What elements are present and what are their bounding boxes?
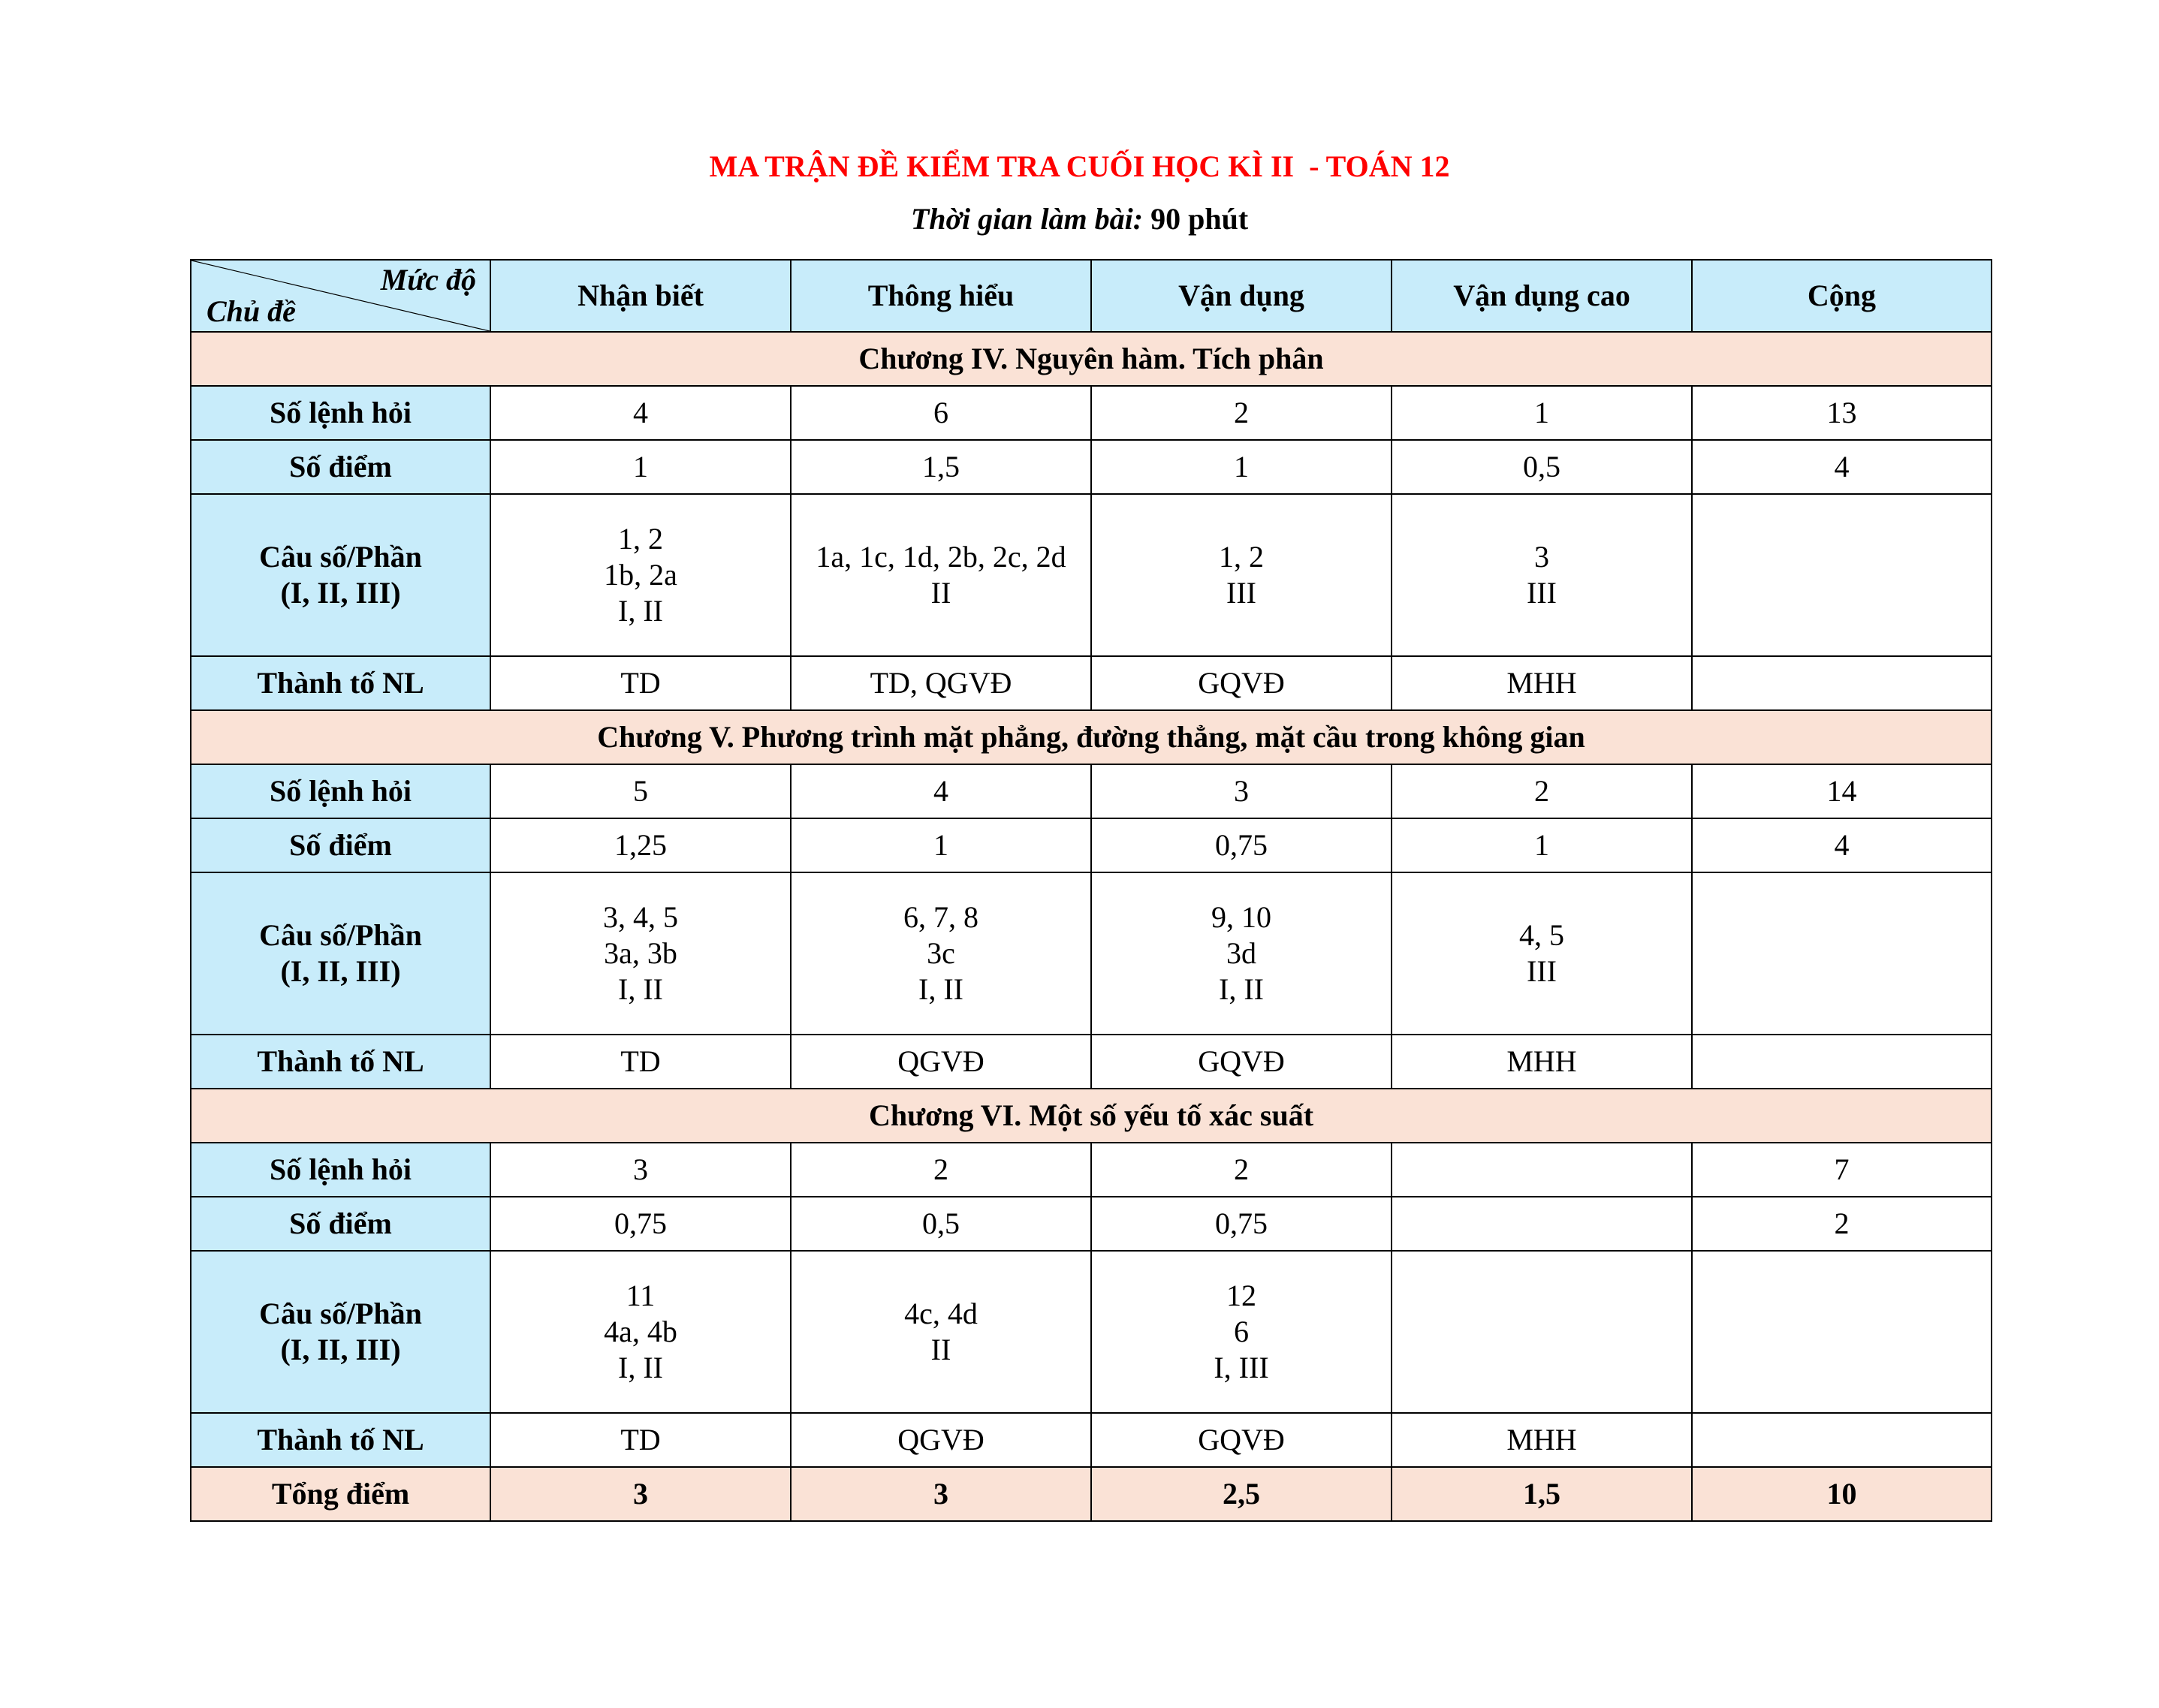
- competency-cell: [1692, 1035, 1992, 1089]
- column-header: Vận dụng: [1091, 260, 1392, 332]
- question-count-cell: 3: [490, 1143, 791, 1197]
- competency-cell: MHH: [1392, 1413, 1692, 1467]
- total-value-cell: 2,5: [1091, 1467, 1392, 1521]
- column-header: Cộng: [1692, 260, 1992, 332]
- row-label-line: Câu số/Phần: [259, 540, 422, 574]
- question-parts-cell: [1692, 872, 1992, 1035]
- question-count-cell: 4: [490, 386, 791, 440]
- question-parts-cell: [1091, 1251, 1392, 1413]
- question-parts-line: III: [1527, 954, 1557, 988]
- points-cell: 1: [490, 440, 791, 494]
- competency-cell: MHH: [1392, 656, 1692, 710]
- question-parts-line: 1, 2: [1219, 540, 1264, 574]
- question-parts-line: I, II: [918, 972, 963, 1006]
- row-label-line: (I, II, III): [280, 1333, 401, 1366]
- row-label-line: Câu số/Phần: [259, 918, 422, 952]
- points-cell: 0,75: [1091, 1197, 1392, 1251]
- question-count-cell: 5: [490, 764, 791, 818]
- question-parts-line: I, II: [618, 972, 663, 1006]
- question-parts-line: 1b, 2a: [604, 558, 677, 592]
- question-parts-line: 6, 7, 8: [903, 900, 978, 934]
- row-label: Số lệnh hỏi: [191, 764, 490, 818]
- row-label: Số lệnh hỏi: [191, 386, 490, 440]
- question-count-cell: 2: [1091, 1143, 1392, 1197]
- question-count-cell: [1392, 1143, 1692, 1197]
- question-parts-cell: [1692, 1251, 1992, 1413]
- questions-row: [191, 386, 1992, 440]
- questions-row: [191, 1143, 1992, 1197]
- question-count-cell: 2: [1091, 386, 1392, 440]
- question-parts-row: [191, 494, 1992, 656]
- points-cell: 1: [1392, 818, 1692, 872]
- question-count-cell: 4: [791, 764, 1091, 818]
- row-label: [191, 872, 490, 1035]
- points-cell: 1,5: [791, 440, 1091, 494]
- competency-cell: [1692, 1413, 1992, 1467]
- matrix-body: [191, 260, 1992, 1521]
- competency-cell: [1692, 656, 1992, 710]
- points-cell: 4: [1692, 818, 1992, 872]
- duration-line: [0, 201, 2159, 236]
- question-parts-cell: [1392, 872, 1692, 1035]
- chapter-title-row: [191, 1089, 1992, 1143]
- competency-row: [191, 656, 1992, 710]
- question-parts-line: 1a, 1c, 1d, 2b, 2c, 2d: [816, 540, 1066, 574]
- question-parts-line: III: [1527, 576, 1557, 610]
- competency-cell: QGVĐ: [791, 1035, 1091, 1089]
- question-parts-line: 3a, 3b: [604, 936, 677, 970]
- chapter-title-row: [191, 710, 1992, 764]
- question-parts-line: 3c: [927, 936, 955, 970]
- chapter-title-row: [191, 332, 1992, 386]
- question-parts-line: III: [1226, 576, 1256, 610]
- total-row: [191, 1467, 1992, 1521]
- question-parts-line: 4c, 4d: [904, 1297, 978, 1330]
- row-label-line: Câu số/Phần: [259, 1297, 422, 1330]
- question-parts-cell: [1091, 494, 1392, 656]
- competency-row: [191, 1413, 1992, 1467]
- competency-cell: TD: [490, 1413, 791, 1467]
- corner-level-label: Mức độ: [380, 263, 476, 297]
- total-value-cell: 10: [1692, 1467, 1992, 1521]
- question-parts-line: I, II: [1219, 972, 1264, 1006]
- points-cell: 2: [1692, 1197, 1992, 1251]
- points-cell: [1392, 1197, 1692, 1251]
- points-cell: 0,75: [1091, 818, 1392, 872]
- question-parts-cell: [791, 872, 1091, 1035]
- question-parts-cell: [1392, 1251, 1692, 1413]
- question-count-cell: 6: [791, 386, 1091, 440]
- total-value-cell: 1,5: [1392, 1467, 1692, 1521]
- question-parts-cell: [1091, 872, 1392, 1035]
- row-label: [191, 1251, 490, 1413]
- row-label: Thành tố NL: [191, 1035, 490, 1089]
- question-parts-cell: [1392, 494, 1692, 656]
- total-value-cell: 3: [791, 1467, 1091, 1521]
- row-label: Thành tố NL: [191, 656, 490, 710]
- competency-cell: TD: [490, 1035, 791, 1089]
- assessment-matrix-table: [190, 259, 1992, 1522]
- row-label: Số điểm: [191, 440, 490, 494]
- corner-cell: [191, 260, 490, 332]
- question-parts-line: 4a, 4b: [604, 1315, 677, 1348]
- competency-cell: TD: [490, 656, 791, 710]
- row-label-line: (I, II, III): [280, 954, 401, 988]
- points-row: [191, 1197, 1992, 1251]
- total-label: Tổng điểm: [191, 1467, 490, 1521]
- competency-cell: GQVĐ: [1091, 1035, 1392, 1089]
- question-parts-line: 6: [1234, 1315, 1249, 1348]
- points-cell: 0,5: [791, 1197, 1091, 1251]
- question-count-cell: 13: [1692, 386, 1992, 440]
- corner-topic-label: Chủ đề: [207, 294, 296, 328]
- column-header: Nhận biết: [490, 260, 791, 332]
- points-row: [191, 818, 1992, 872]
- question-parts-cell: [490, 494, 791, 656]
- question-parts-line: 1, 2: [618, 522, 663, 556]
- chapter-title: Chương V. Phương trình mặt phẳng, đường thẳng, mặt cầu trong không gian: [191, 710, 1992, 764]
- question-parts-cell: [791, 1251, 1091, 1413]
- question-parts-line: 9, 10: [1211, 900, 1271, 934]
- competency-cell: QGVĐ: [791, 1413, 1091, 1467]
- duration-label: Thời gian làm bài:: [910, 202, 1144, 236]
- question-count-cell: 14: [1692, 764, 1992, 818]
- competency-cell: GQVĐ: [1091, 1413, 1392, 1467]
- chapter-title: Chương VI. Một số yếu tố xác suất: [191, 1089, 1992, 1143]
- row-label: Số điểm: [191, 1197, 490, 1251]
- row-label: Số điểm: [191, 818, 490, 872]
- row-label: Thành tố NL: [191, 1413, 490, 1467]
- question-count-cell: 2: [791, 1143, 1091, 1197]
- question-parts-cell: [490, 1251, 791, 1413]
- row-label: [191, 494, 490, 656]
- question-parts-row: [191, 1251, 1992, 1413]
- points-cell: 0,75: [490, 1197, 791, 1251]
- question-parts-line: 3: [1534, 540, 1549, 574]
- chapter-title: Chương IV. Nguyên hàm. Tích phân: [191, 332, 1992, 386]
- points-cell: 1: [1091, 440, 1392, 494]
- points-row: [191, 440, 1992, 494]
- question-parts-line: I, III: [1214, 1351, 1269, 1384]
- question-count-cell: 7: [1692, 1143, 1992, 1197]
- question-parts-line: II: [930, 1333, 951, 1366]
- question-parts-line: 11: [626, 1279, 656, 1312]
- question-parts-line: 12: [1226, 1279, 1256, 1312]
- duration-value: 90 phút: [1150, 202, 1249, 236]
- competency-cell: GQVĐ: [1091, 656, 1392, 710]
- question-count-cell: 1: [1392, 386, 1692, 440]
- row-label: Số lệnh hỏi: [191, 1143, 490, 1197]
- points-cell: 1: [791, 818, 1091, 872]
- column-header: Vận dụng cao: [1392, 260, 1692, 332]
- column-header: Thông hiểu: [791, 260, 1091, 332]
- competency-cell: MHH: [1392, 1035, 1692, 1089]
- points-cell: 1,25: [490, 818, 791, 872]
- competency-row: [191, 1035, 1992, 1089]
- question-count-cell: 3: [1091, 764, 1392, 818]
- points-cell: 0,5: [1392, 440, 1692, 494]
- question-parts-row: [191, 872, 1992, 1035]
- total-value-cell: 3: [490, 1467, 791, 1521]
- question-count-cell: 2: [1392, 764, 1692, 818]
- question-parts-line: 3, 4, 5: [603, 900, 678, 934]
- points-cell: 4: [1692, 440, 1992, 494]
- question-parts-line: I, II: [618, 1351, 663, 1384]
- question-parts-line: I, II: [618, 594, 663, 628]
- question-parts-cell: [1692, 494, 1992, 656]
- document-title: MA TRẬN ĐỀ KIỂM TRA CUỐI HỌC KÌ II - TOÁN 12: [709, 149, 1450, 183]
- question-parts-cell: [791, 494, 1091, 656]
- question-parts-cell: [490, 872, 791, 1035]
- question-parts-line: 4, 5: [1519, 918, 1564, 952]
- row-label-line: (I, II, III): [280, 576, 401, 610]
- competency-cell: TD, QGVĐ: [791, 656, 1091, 710]
- questions-row: [191, 764, 1992, 818]
- question-parts-line: 3d: [1226, 936, 1256, 970]
- question-parts-line: II: [930, 576, 951, 610]
- header-row: [191, 260, 1992, 332]
